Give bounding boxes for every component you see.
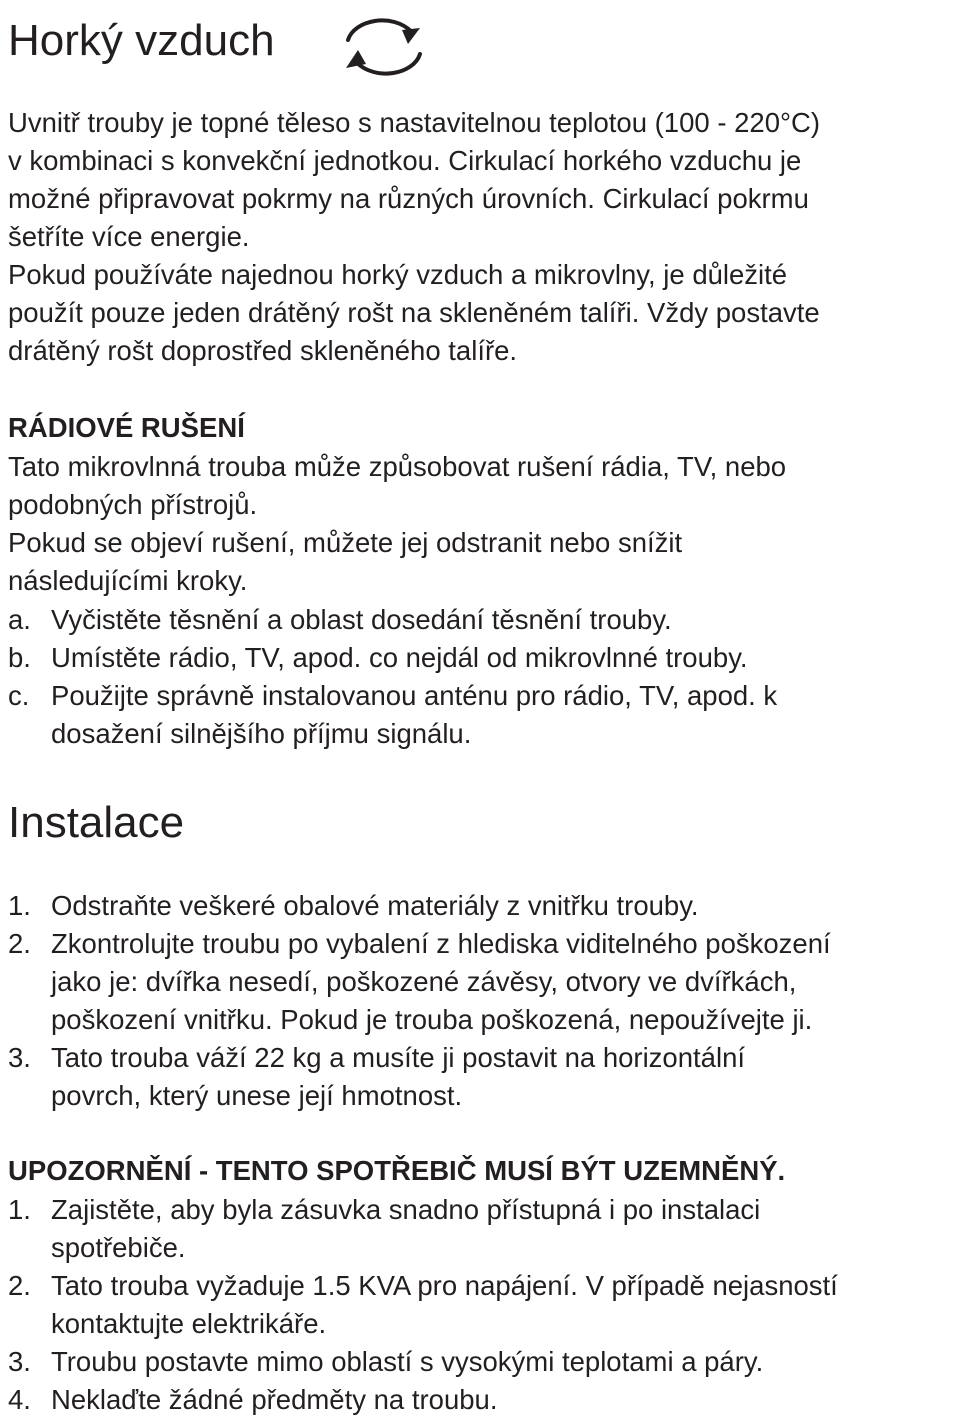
list-marker: 2.: [8, 928, 31, 959]
hot-air-title: Horký vzduch: [8, 16, 275, 65]
list-item-text: Zajistěte, aby byla zásuvka snadno přístupná i po instalaci: [51, 1194, 761, 1225]
installation-title: Instalace: [8, 798, 185, 847]
hot-air-paragraph: [8, 104, 820, 370]
list-marker: b.: [8, 642, 31, 673]
text-line: Uvnitř trouby je topné těleso s nastavitelnou teplotou (100 - 220°C): [8, 107, 821, 138]
list-marker: 4.: [8, 1384, 31, 1415]
list-marker: 3.: [8, 1346, 31, 1377]
list-item-text: Odstraňte veškeré obalové materiály z vnitřku trouby.: [51, 890, 699, 921]
list-item-text: Umístěte rádio, TV, apod. co nejdál od mikrovlnné trouby.: [51, 642, 748, 673]
list-item-text: dosažení silnějšího příjmu signálu.: [51, 718, 472, 749]
list-marker: 2.: [8, 1270, 31, 1301]
air-cycle-icon: [336, 10, 432, 82]
list-item-text: Tato trouba váží 22 kg a musíte ji postavit na horizontální: [51, 1042, 745, 1073]
text-line: možné připravovat pokrmy na různých úrovních. Cirkulací pokrmu: [8, 183, 809, 214]
list-marker: c.: [8, 680, 30, 711]
radio-intro: [8, 448, 786, 600]
text-line: použít pouze jeden drátěný rošt na skleněném talíři. Vždy postavte: [8, 297, 820, 328]
text-line: Tato mikrovlnná trouba může způsobovat rušení rádia, TV, nebo: [8, 451, 787, 482]
list-marker: 1.: [8, 1194, 31, 1225]
list-item-text: spotřebiče.: [51, 1232, 186, 1263]
list-item-text: Použijte správně instalovanou anténu pro rádio, TV, apod. k: [51, 680, 778, 711]
warning-heading: UPOZORNĚNÍ - TENTO SPOTŘEBIČ MUSÍ BÝT UZEMNĚNÝ.: [8, 1155, 786, 1186]
list-marker: 1.: [8, 890, 31, 921]
list-item-text: Tato trouba vyžaduje 1.5 KVA pro napájení. V případě nejasností: [51, 1270, 838, 1301]
list-marker: a.: [8, 604, 31, 635]
list-item-text: poškození vnitřku. Pokud je trouba poškozená, nepoužívejte ji.: [51, 1004, 813, 1035]
text-line: v kombinaci s konvekční jednotkou. Cirkulací horkého vzduchu je: [8, 145, 802, 176]
text-line: podobných přístrojů.: [8, 489, 258, 520]
list-item-text: jako je: dvířka nesedí, poškozené závěsy, otvory ve dvířkách,: [51, 966, 797, 997]
list-item-text: kontaktujte elektrikáře.: [51, 1308, 327, 1339]
list-item-text: Troubu postavte mimo oblastí s vysokými teplotami a páry.: [51, 1346, 764, 1377]
text-line: Pokud se objeví rušení, můžete jej odstranit nebo snížit: [8, 527, 683, 558]
list-item-text: Vyčistěte těsnění a oblast dosedání těsnění trouby.: [51, 604, 672, 635]
text-line: drátěný rošt doprostřed skleněného talíře.: [8, 335, 518, 366]
text-line: šetříte více energie.: [8, 221, 250, 252]
list-item-text: Neklaďte žádné předměty na troubu.: [51, 1384, 498, 1415]
list-item-text: Zkontrolujte troubu po vybalení z hlediska viditelného poškození: [51, 928, 831, 959]
list-marker: 3.: [8, 1042, 31, 1073]
radio-heading: RÁDIOVÉ RUŠENÍ: [8, 412, 245, 443]
text-line: Pokud používáte najednou horký vzduch a mikrovlny, je důležité: [8, 259, 788, 290]
text-line: následujícími kroky.: [8, 565, 248, 596]
list-item-text: povrch, který unese její hmotnost.: [51, 1080, 463, 1111]
